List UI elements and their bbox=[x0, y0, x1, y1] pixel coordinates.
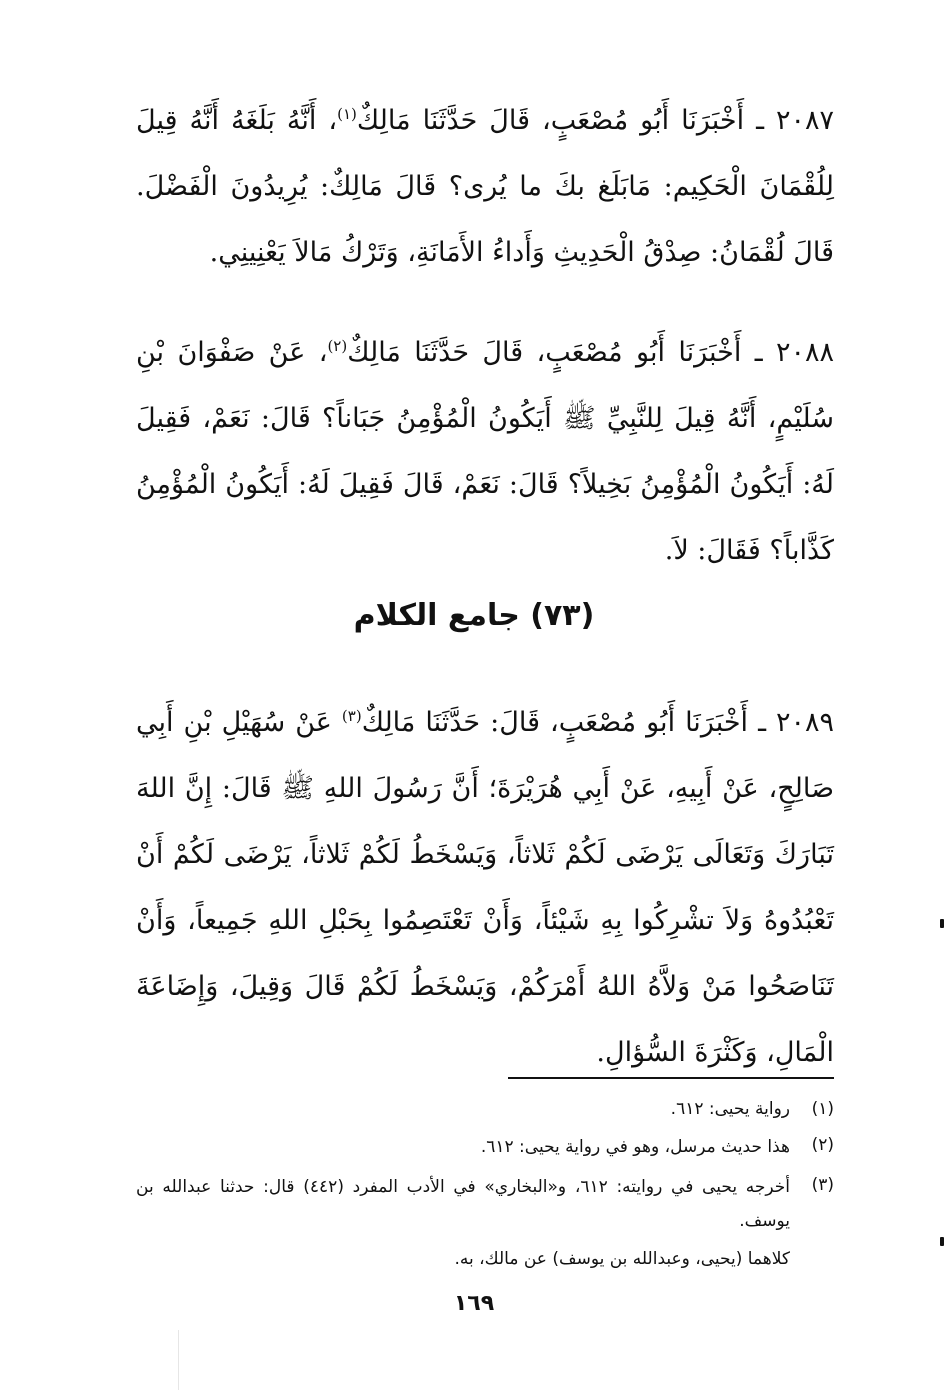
hadith-text-body: ، أَنَّهُ بَلَغَهُ أَنَّهُ قِيلَ لِلُقْمَانَ الْحَكِيم: مَابَلَغ بكَ ما يُرى؟ قَالَ مَالِكٌ: يُرِيدُونَ الْفَضْلَ. قَالَ لُقْمَانُ: صِدْقُ الْحَدِيثِ وَأَداءُ الأَمَانَةِ، وَتَرْكُ مَالاَ يَعْنِينِي. bbox=[136, 105, 834, 268]
footnote-marker: (٣) bbox=[811, 1175, 834, 1195]
footnote-continuation: كلاهما (يحيى، وعبدالله بن يوسف) عن مالك، به. bbox=[454, 1249, 790, 1269]
footnote-reference: (٣) bbox=[341, 707, 362, 725]
footnote-reference: (١) bbox=[337, 105, 357, 123]
hadith-text-body: ، عَنْ صَفْوَانَ بْنِ سُلَيْمٍ، أَنَّهُ قِيلَ لِلنَّبِيِّ ﷺ أَيَكُونُ الْمُؤْمِنُ جَبَاناً؟ قَالَ: نَعَمْ، فَقِيلَ لَهُ: أَيَكُونُ الْمُؤْمِنُ بَخِيلاً؟ قَالَ: نَعَمْ، قَالَ فَقِيلَ لَهُ: أَيَكُونُ الْمُؤْمِنُ كَذَّاباً؟ فَقَالَ: لاَ. bbox=[136, 337, 834, 566]
hadith-text-opening: أَخْبَرَنَا أَبُو مُصْعَبٍ، قَالَ حَدَّثَنَا مَالِكٌ bbox=[356, 105, 745, 136]
hadith-2087: ٢٠٨٧ ـ أَخْبَرَنَا أَبُو مُصْعَبٍ، قَالَ حَدَّثَنَا مَالِكٌ$^{(١)}$، أَنَّهُ بَلَغَهُ أَنَّهُ قِيلَ لِلُقْمَانَ الْحَكِيم: مَابَلَغ بكَ ما يُرى؟ قَالَ مَالِكٌ: يُرِيدُونَ الْفَضْلَ. قَالَ لُقْمَانُ: صِدْقُ الْحَدِيثِ وَأَداءُ الأَمَانَةِ، وَتَرْكُ مَالاَ يَعْنِينِي. bbox=[136, 105, 835, 268]
hadith-number: ٢٠٨٩ bbox=[775, 707, 834, 738]
hadith-number: ٢٠٨٧ bbox=[776, 105, 835, 136]
hadith-text-opening: أَخْبَرَنَا أَبُو مُصْعَبٍ، قَالَ حَدَّثَنَا مَالِكٌ bbox=[347, 337, 742, 368]
chapter-heading: (٧٣) جامع الكلام bbox=[353, 598, 595, 633]
footnote-text: هذا حديث مرسل، وهو في رواية يحيى: ٦١٢. bbox=[480, 1137, 790, 1157]
footnote-text: رواية يحيى: ٦١٢. bbox=[670, 1099, 790, 1119]
scan-artifact-line bbox=[178, 1330, 179, 1390]
footnote-text: أخرجه يحيى في روايته: ٦١٢، و«البخاري» في الأدب المفرد (٤٤٢) قال: حدثنا عبدالله بن يوسف. bbox=[136, 1177, 791, 1231]
footnote-marker: (٢) bbox=[811, 1135, 834, 1155]
page-number: ١٦٩ bbox=[453, 1291, 495, 1316]
footnote-item bbox=[136, 1094, 834, 1124]
footnote-item bbox=[136, 1170, 834, 1238]
scan-speck bbox=[940, 919, 944, 928]
scan-speck bbox=[940, 1237, 944, 1246]
footnote-reference: (٢) bbox=[327, 337, 348, 355]
hadith-number: ٢٠٨٨ bbox=[776, 337, 835, 368]
footnote-item bbox=[136, 1130, 834, 1164]
hadith-text-opening: أَخْبَرَنَا أَبُو مُصْعَبٍ، قَالَ: حَدَّثَنَا مَالِكٌ bbox=[361, 707, 749, 738]
hadith-text-body: عَنْ سُهَيْلِ بْنِ أَبِي صَالِحٍ، عَنْ أَبِيهِ، عَنْ أَبِي هُرَيْرَةَ؛ أَنَّ رَسُولَ اللهِ ﷺ قَالَ: إِنَّ اللهَ تَبَارَكَ وَتَعَالَى يَرْضَى لَكُمْ ثَلاثاً، وَيَسْخَطُ لَكُمْ ثَلاثاً، يَرْضَى لَكُمْ أَنْ تَعْبُدُوهُ وَلاَ تشْرِكُوا بِهِ شَيْئاً، وَأَنْ تَعْتَصِمُوا بِحَبْلِ اللهِ جَمِيعاً، وَأَنْ تَنَاصَحُوا مَنْ وَلاَّهُ اللهُ أَمْرَكُمْ، وَيَسْخَطُ لَكُمْ قَالَ وَقِيلَ، وَإِضَاعَةَ الْمَالِ، وَكَثْرَةَ السُّؤالِ. bbox=[136, 707, 834, 1068]
hadith-2089: ٢٠٨٩ ـ أَخْبَرَنَا أَبُو مُصْعَبٍ، قَالَ: حَدَّثَنَا مَالِكٌ$^{(٣)}$ عَنْ سُهَيْلِ بْنِ أَبِي صَالِحٍ، عَنْ أَبِيهِ، عَنْ أَبِي هُرَيْرَةَ؛ أَنَّ رَسُولَ اللهِ ﷺ قَالَ: إِنَّ اللهَ تَبَارَكَ وَتَعَالَى يَرْضَى لَكُمْ ثَلاثاً، وَيَسْخَطُ لَكُمْ ثَلاثاً، يَرْضَى لَكُمْ أَنْ تَعْبُدُوهُ وَلاَ تشْرِكُوا بِهِ شَيْئاً، وَأَنْ تَعْتَصِمُوا بِحَبْلِ اللهِ جَمِيعاً، وَأَنْ تَنَاصَحُوا مَنْ وَلاَّهُ اللهُ أَمْرَكُمْ، وَيَسْخَطُ لَكُمْ قَالَ وَقِيلَ، وَإِضَاعَةَ الْمَالِ، وَكَثْرَةَ السُّؤالِ. bbox=[136, 707, 834, 1068]
footnote-marker: (١) bbox=[811, 1099, 834, 1119]
hadith-2088: ٢٠٨٨ ـ أَخْبَرَنَا أَبُو مُصْعَبٍ، قَالَ حَدَّثَنَا مَالِكٌ$^{(٢)}$، عَنْ صَفْوَانَ بْنِ سُلَيْمٍ، أَنَّهُ قِيلَ لِلنَّبِيِّ ﷺ أَيَكُونُ الْمُؤْمِنُ جَبَاناً؟ قَالَ: نَعَمْ، فَقِيلَ لَهُ: أَيَكُونُ الْمُؤْمِنُ بَخِيلاً؟ قَالَ: نَعَمْ، قَالَ فَقِيلَ لَهُ: أَيَكُونُ الْمُؤْمِنُ كَذَّاباً؟ فَقَالَ: لاَ. bbox=[136, 337, 835, 566]
footnote-separator bbox=[508, 1077, 834, 1079]
footnotes bbox=[136, 1094, 834, 1276]
